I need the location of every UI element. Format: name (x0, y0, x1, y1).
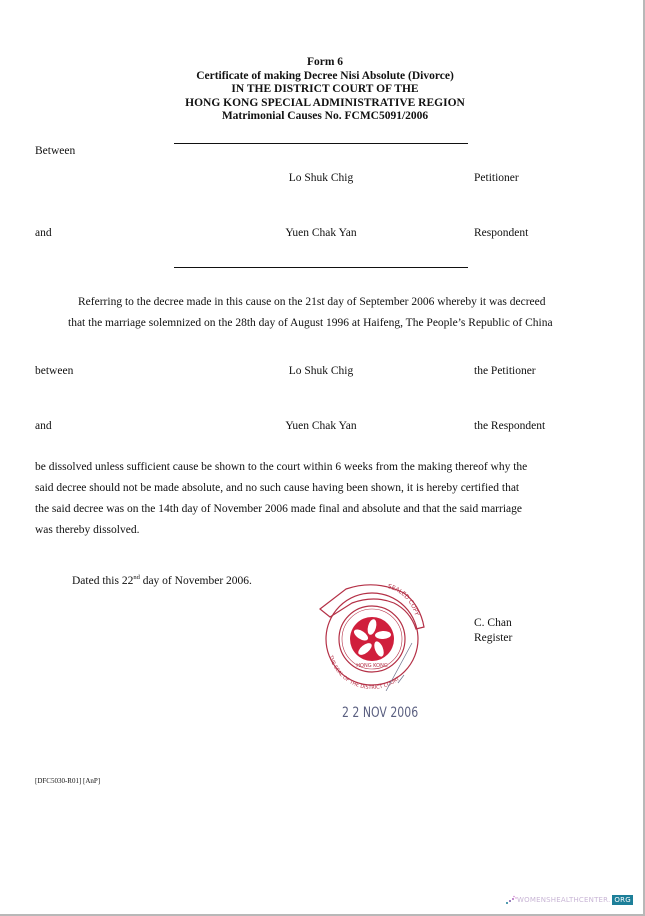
case-number: Matrimonial Causes No. FCMC5091/2006 (221, 110, 429, 122)
and-label: and (35, 227, 52, 239)
form-number: Form 6 (306, 56, 344, 68)
referring-line-2: that the marriage solemnized on the 28th day of August 1996 at Haifeng, The People’s Republic of China (68, 317, 553, 329)
dissolution-line-1: be dissolved unless sufficient cause be shown to the court within 6 weeks from the making thereof why the (35, 461, 528, 473)
top-divider (174, 143, 468, 144)
and-label-2: and (35, 420, 52, 432)
watermark-dots-icon (505, 895, 517, 905)
dissolution-line-4: was thereby dissolved. (35, 524, 140, 536)
dated-ordinal-suffix: nd (133, 574, 140, 581)
between-label-2: between (35, 365, 74, 377)
petitioner-name: Lo Shuk Chig (288, 172, 354, 184)
svg-text:HONG KONG: HONG KONG (356, 663, 388, 669)
dated-prefix: Dated this 22 (72, 575, 134, 587)
signatory-title: Register (474, 632, 513, 644)
certificate-title: Certificate of making Decree Nisi Absolute (Divorce) (196, 69, 454, 82)
petitioner-role: Petitioner (474, 172, 519, 184)
watermark-badge: ORG (614, 896, 631, 904)
referring-line-1: Referring to the decree made in this cause on the 21st day of September 2006 whereby it was decreed (78, 296, 546, 308)
dissolution-line-3: the said decree was on the 14th day of November 2006 made final and absolute and that the said marriage (35, 503, 522, 515)
watermark (505, 894, 633, 906)
dated-line (72, 574, 252, 587)
signatory-name: C. Chan (474, 617, 512, 629)
dated-rest: day of November 2006. (139, 575, 252, 587)
court-line-1: IN THE DISTRICT COURT OF THE (231, 83, 419, 95)
respondent-name-2: Yuen Chak Yan (285, 420, 357, 432)
dissolution-line-2: said decree should not be made absolute, and no such cause having been shown, it is hereby certified that (35, 482, 520, 494)
form-code: [DFC5030-R01] [AnP] (35, 777, 101, 785)
court-line-2: HONG KONG SPECIAL ADMINISTRATIVE REGION (185, 96, 465, 109)
seal-stamp-date: 2 2 NOV 2006 (342, 705, 419, 721)
petitioner-role-2: the Petitioner (474, 365, 536, 377)
respondent-role-2: the Respondent (474, 420, 546, 432)
respondent-role: Respondent (474, 227, 529, 239)
court-seal-icon (316, 583, 428, 691)
bottom-divider (174, 267, 468, 268)
svg-text:THE SEAL OF THE DISTRICT COURT: THE SEAL OF THE DISTRICT COURT (327, 654, 401, 691)
watermark-text: WOMENSHEALTHCENTER. (517, 896, 611, 904)
svg-text:SEALED COPY: SEALED COPY (386, 583, 421, 617)
between-label: Between (35, 145, 76, 157)
respondent-name: Yuen Chak Yan (285, 227, 357, 239)
petitioner-name-2: Lo Shuk Chig (288, 365, 354, 377)
